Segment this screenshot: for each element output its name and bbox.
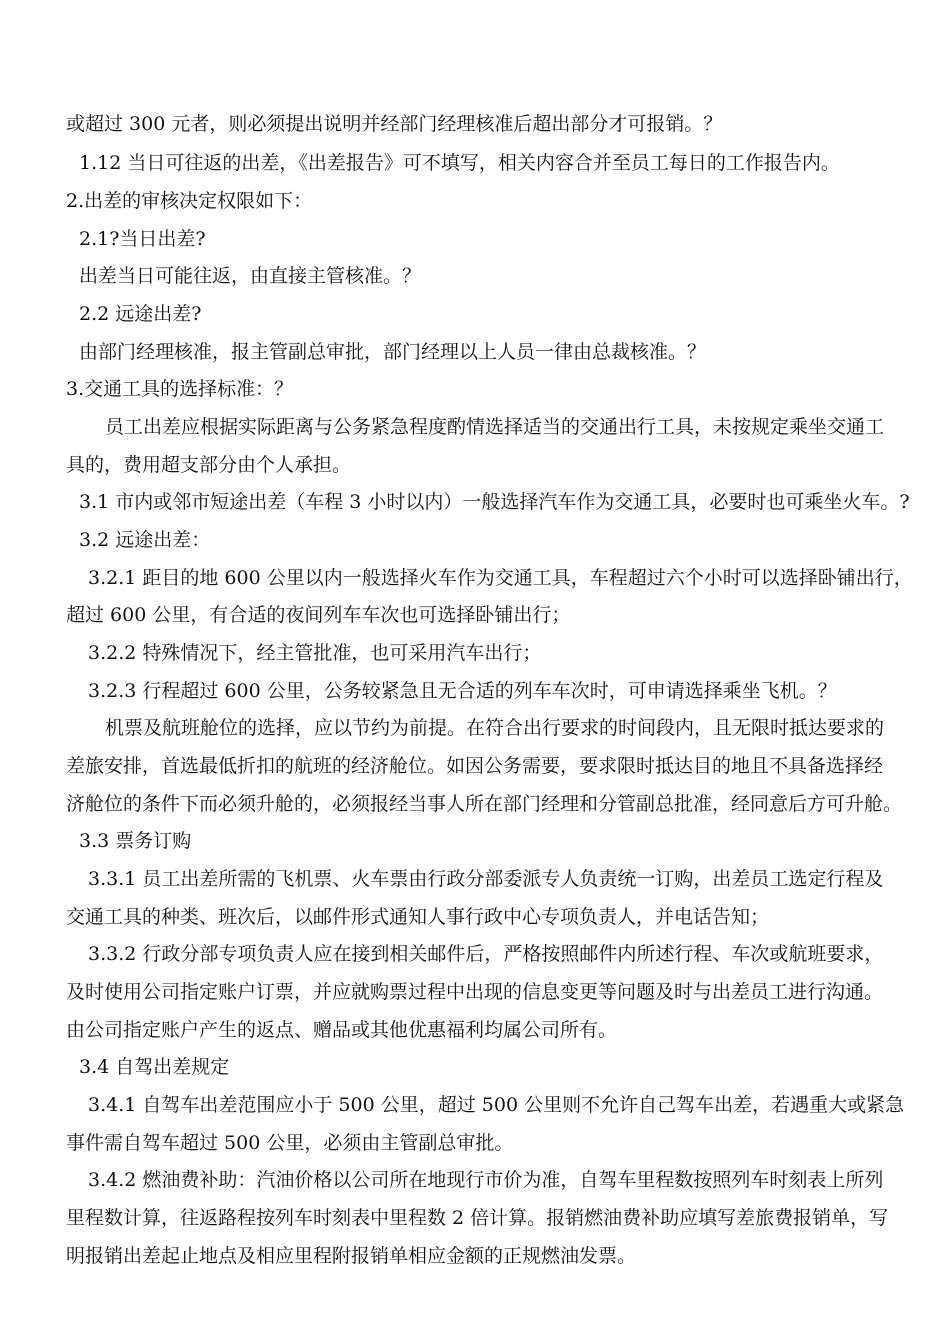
paragraph-line: 及时使用公司指定账户订票，并应就购票过程中出现的信息变更等问题及时与出差员工进行沟通。 [66, 981, 884, 1003]
section-heading: 3.交通工具的选择标准：？ [66, 378, 294, 400]
paragraph-line: 3.3.2 行政分部专项负责人应在接到相关邮件后，严格按照邮件内所述行程、车次或航班要求， [88, 943, 884, 965]
paragraph-line: 或超过 300 元者，则必须提出说明并经部门经理核准后超出部分才可报销。？ [66, 113, 723, 135]
paragraph-line: 由部门经理核准，报主管副总审批，部门经理以上人员一律由总裁核准。？ [79, 341, 707, 363]
paragraph-line: 3.4.1 自驾车出差范围应小于 500 公里，超过 500 公里则不允许自己驾车出差，若遇重大或紧急 [88, 1094, 905, 1116]
subsection-heading: 2.1?当日出差? [79, 228, 206, 250]
paragraph-line: 3.2.1 距目的地 600 公里以内一般选择火车作为交通工具，车程超过六个小时可以选择卧铺出行， [88, 567, 913, 589]
paragraph-line: 3.2.2 特殊情况下，经主管批准，也可采用汽车出行； [88, 642, 542, 664]
paragraph-line: 超过 600 公里，有合适的夜间列车车次也可选择卧铺出行； [66, 604, 571, 626]
paragraph-line: 济舱位的条件下而必须升舱的，必须报经当事人所在部门经理和分管副总批准，经同意后方可升舱。 [66, 793, 903, 815]
subsection-heading: 2.2 远途出差? [79, 303, 202, 325]
subsection-heading: 3.4 自驾出差规定 [79, 1056, 230, 1078]
subsection-heading: 3.2 远途出差： [79, 529, 211, 551]
paragraph-line: 1.12 当日可往返的出差，《出差报告》可不填写，相关内容合并至员工每日的工作报告内。 [79, 152, 840, 174]
paragraph-line: 出差当日可能往返，由直接主管核准。？ [79, 265, 422, 287]
subsection-heading: 3.3 票务订购 [79, 830, 192, 852]
paragraph-line: 3.1 市内或邻市短途出差（车程 3 小时以内）一般选择汽车作为交通工具，必要时也可乘坐火车。? [79, 491, 910, 513]
paragraph-line: 3.2.3 行程超过 600 公里，公务较紧急且无合适的列车车次时，可申请选择乘坐飞机。？ [88, 680, 837, 702]
paragraph-line: 明报销出差起止地点及相应里程附报销单相应金额的正规燃油发票。 [66, 1245, 637, 1267]
paragraph-line: 里程数计算，往返路程按列车时刻表中里程数 2 倍计算。报销燃油费补助应填写差旅费报销单，写 [66, 1207, 889, 1229]
paragraph-line: 交通工具的种类、班次后，以邮件形式通知人事行政中心专项负责人，并电话告知； [66, 906, 770, 928]
paragraph-line: 差旅安排，首选最低折扣的航班的经济舱位。如因公务需要，要求限时抵达目的地且不具备选择经 [66, 755, 884, 777]
paragraph-line: 3.4.2 燃油费补助：汽油价格以公司所在地现行市价为准，自驾车里程数按照列车时刻表上所列 [88, 1169, 884, 1191]
paragraph-line: 3.3.1 员工出差所需的飞机票、火车票由行政分部委派专人负责统一订购，出差员工选定行程及 [88, 868, 884, 890]
paragraph-line: 机票及航班舱位的选择，应以节约为前提。在符合出行要求的时间段内，且无限时抵达要求的 [105, 717, 885, 739]
paragraph-line: 事件需自驾车超过 500 公里，必须由主管副总审批。 [66, 1132, 514, 1154]
section-heading: 2.出差的审核决定权限如下： [66, 190, 313, 212]
paragraph-line: 由公司指定账户产生的返点、赠品或其他优惠福利均属公司所有。 [66, 1019, 618, 1041]
paragraph-line: 员工出差应根据实际距离与公务紧急程度酌情选择适当的交通出行工具，未按规定乘坐交通工 [105, 416, 885, 438]
paragraph-line: 具的，费用超支部分由个人承担。 [66, 454, 352, 476]
